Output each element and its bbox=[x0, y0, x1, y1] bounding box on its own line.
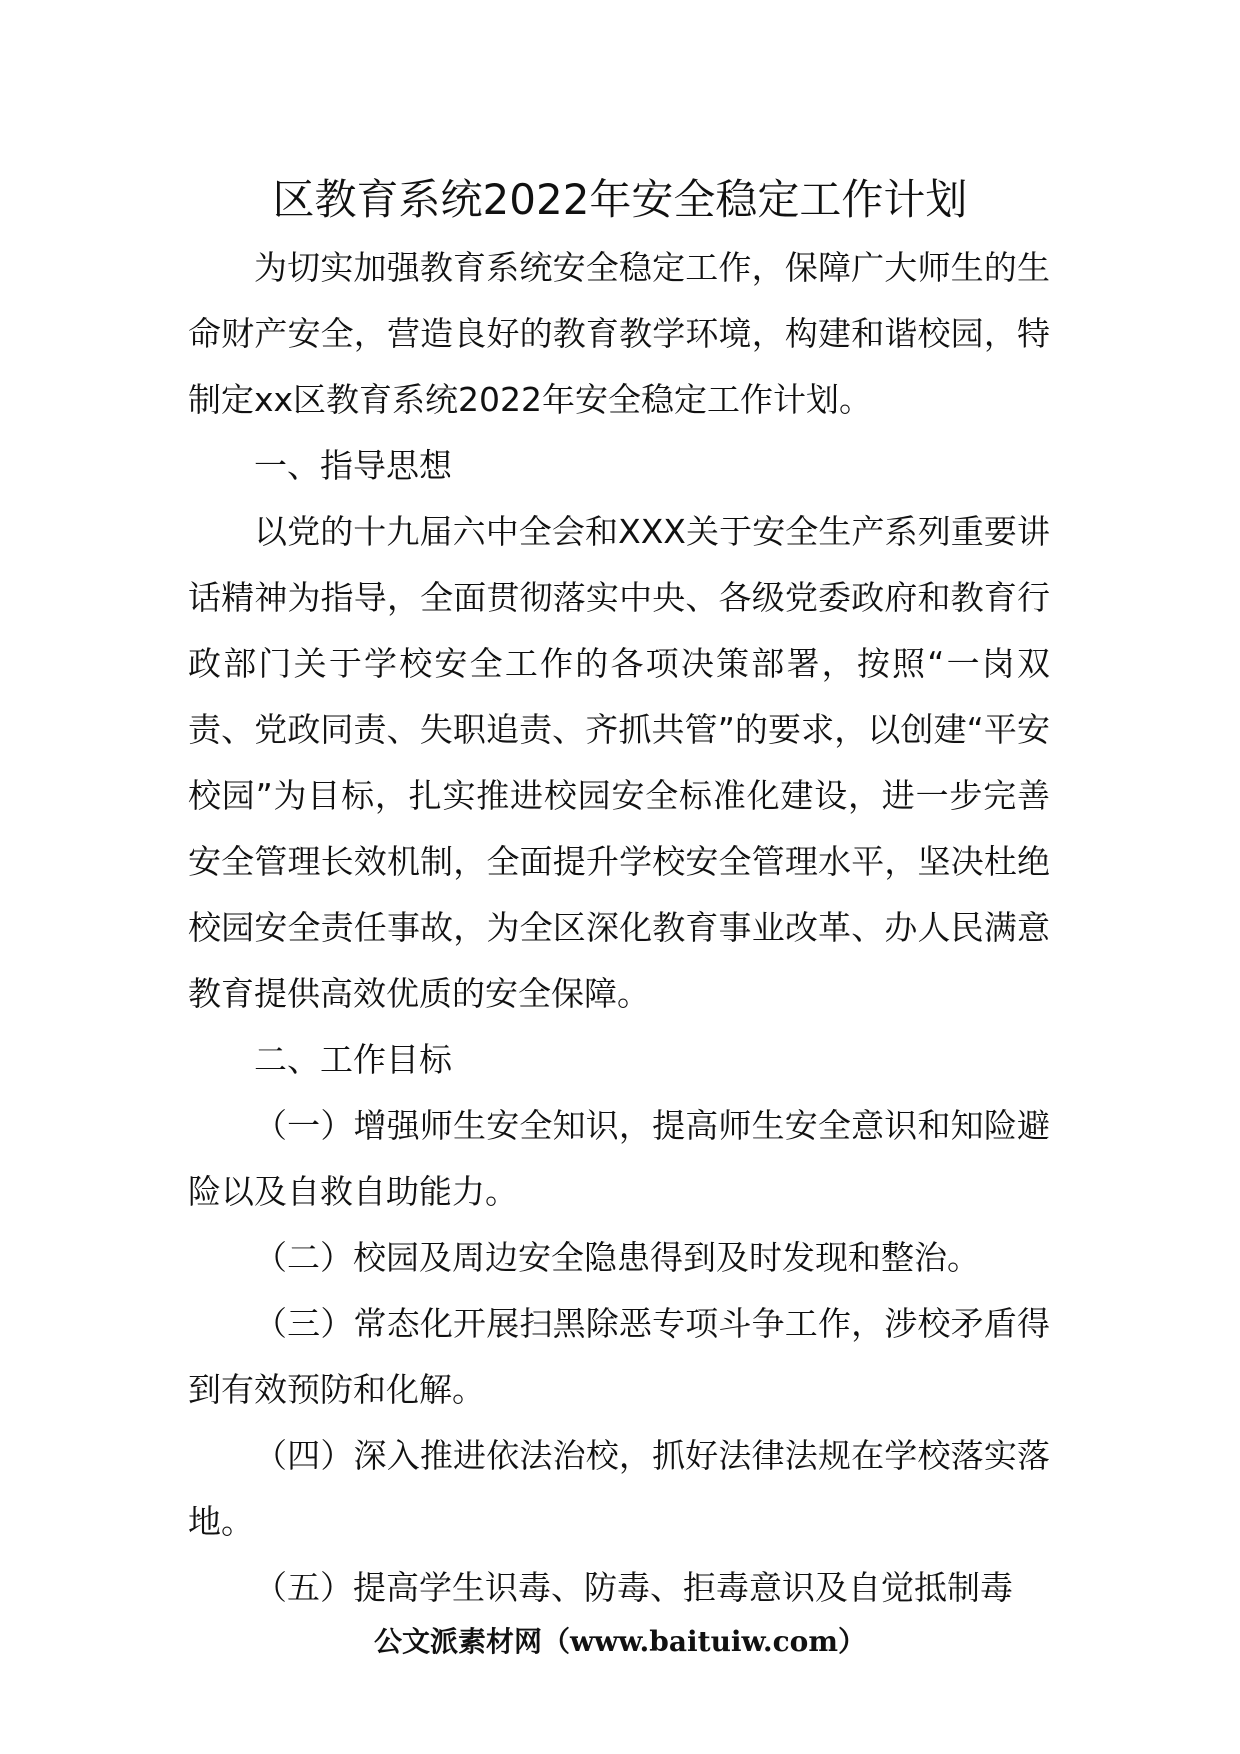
goal-item-3: （三）常态化开展扫黑除恶专项斗争工作，涉校矛盾得到有效预防和化解。 bbox=[188, 1304, 1050, 1409]
intro-paragraph: 为切实加强教育系统安全稳定工作，保障广大师生的生命财产安全，营造良好的教育教学环境，构建和谐校园，特制定xx区教育系统2022年安全稳定工作计划。 bbox=[188, 248, 1050, 419]
footer-watermark: 公文派素材网（www.baituiw.com） bbox=[374, 1625, 866, 1658]
document-body bbox=[188, 235, 1050, 1621]
section-heading-guiding-thought: 一、指导思想 bbox=[254, 446, 452, 485]
goal-item-2: （二）校园及周边安全隐患得到及时发现和整治。 bbox=[254, 1238, 980, 1277]
goal-item-1: （一）增强师生安全知识，提高师生安全意识和知险避险以及自救自助能力。 bbox=[188, 1106, 1050, 1211]
document-title: 区教育系统2022年安全稳定工作计划 bbox=[272, 175, 968, 224]
section-heading-work-goals: 二、工作目标 bbox=[254, 1040, 452, 1079]
goal-item-4: （四）深入推进依法治校，抓好法律法规在学校落实落地。 bbox=[188, 1436, 1050, 1541]
goal-item-5: （五）提高学生识毒、防毒、拒毒意识及自觉抵制毒 bbox=[254, 1568, 1013, 1607]
guiding-thought-paragraph: 以党的十九届六中全会和XXX关于安全生产系列重要讲话精神为指导，全面贯彻落实中央、各级党委政府和教育行政部门关于学校安全工作的各项决策部署，按照“一岗双责、党政同责、失职追责、齐抓共管”的要求，以创建“平安校园”为目标，扎实推进校园安全标准化建设，进一步完善安全管理长效机制，全面提升学校安全管理水平，坚决杜绝校园安全责任事故，为全区深化教育事业改革、办人民满意教育提供高效优质的安全保障。 bbox=[188, 512, 1050, 1013]
